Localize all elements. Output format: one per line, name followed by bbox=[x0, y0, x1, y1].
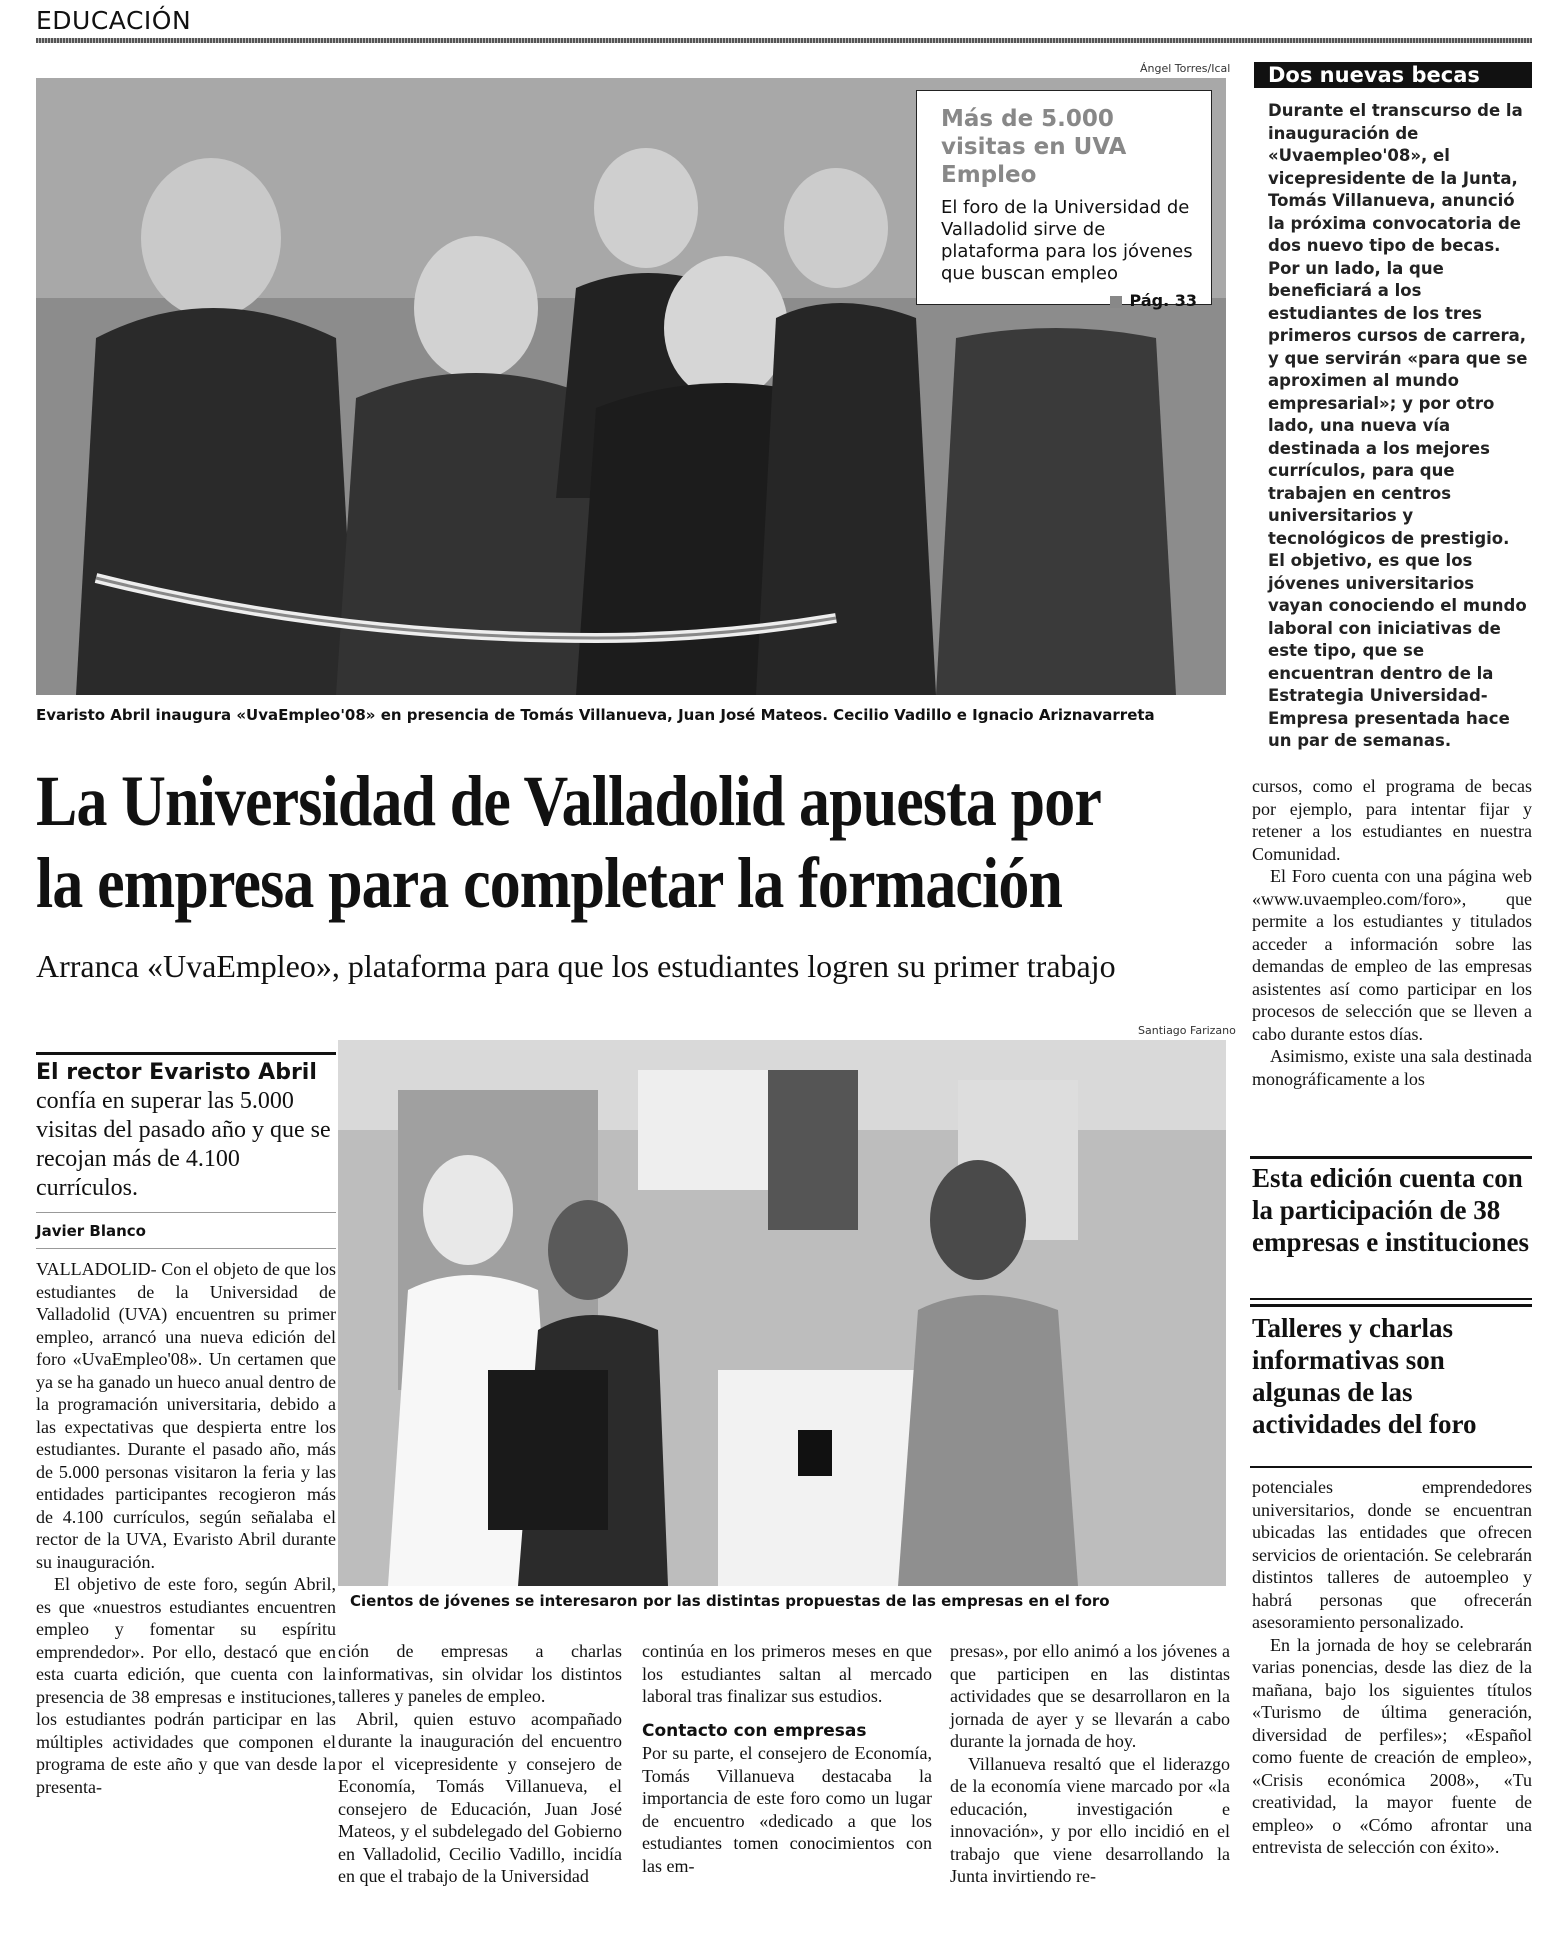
paragraph: Abril, quien estuvo acompañado durante la inauguración del encuentro por el vicepresidente y consejero de Economía, Tomás Villanueva, el consejero de Educación, Juan José Mateos, y el subdelegado del Gobierno en Valladolid, Cecilio Vadillo, incidía en que el trabajo de la Universidad bbox=[338, 1708, 622, 1886]
divider bbox=[1250, 1156, 1532, 1159]
divider bbox=[1250, 1466, 1532, 1468]
subheading: Contacto con empresas bbox=[642, 1720, 867, 1741]
paragraph: presas», por ello animó a los jóvenes a que participen en las distintas actividades que se desarrollaron en la jornada de ayer y se llevarán a cabo durante la jornada de hoy. bbox=[950, 1641, 1230, 1751]
inset-page-ref[interactable] bbox=[941, 291, 1197, 310]
byline: Javier Blanco bbox=[36, 1222, 146, 1240]
photo-credit: Ángel Torres/Ical bbox=[1140, 62, 1231, 75]
photo-caption: Evaristo Abril inaugura «UvaEmpleo'08» en presencia de Tomás Villanueva, Juan José Mateos. Cecilio Vadillo e Ignacio Ariznavarreta bbox=[36, 706, 1155, 724]
header-rule bbox=[36, 38, 1532, 43]
inset-box[interactable] bbox=[916, 90, 1212, 310]
square-icon bbox=[1110, 296, 1122, 308]
sidebar-title: Dos nuevas becas bbox=[1254, 62, 1532, 88]
paragraph: El Foro cuenta con una página web «www.uvaempleo.com/foro», que permite a los estudiantes y titulados acceder a información sobre las demandas de empleo de las empresas asistentes así como participar en los procesos de selección que se lleven a cabo durante estos días. bbox=[1252, 866, 1532, 1044]
body-column-2 bbox=[338, 1640, 622, 1888]
lead-text: confía en superar las 5.000 visitas del pasado año y que se recojan más de 4.100 currículos. bbox=[36, 1088, 331, 1201]
lead-summary bbox=[36, 1058, 336, 1203]
headline bbox=[36, 760, 1101, 924]
divider bbox=[36, 1248, 336, 1249]
subheadline: Arranca «UvaEmpleo», plataforma para que los estudiantes logren su primer trabajo bbox=[36, 948, 1116, 984]
paragraph: continúa en los primeros meses en que los estudiantes saltan al mercado laboral tras finalizar sus estudios. bbox=[642, 1641, 932, 1706]
inset-title: Más de 5.000 visitas en UVA Empleo bbox=[941, 106, 1127, 188]
sidebar-body: Durante el transcurso de la inauguración de «Uvaempleo'08», el vicepresidente de la Junta, Tomás Villanueva, anunció la próxima convocatoria de dos nuevo tipo de becas. Por un lado, la que beneficiará a los estudiantes de los tres primeros cursos de carrera, y que servirán «para que se aproximen al mundo empresarial»; y por otro lado, una nueva vía destinada a los mejores currículos, para que trabajen en centros universitarios y tecnológicos de prestigio. El objetivo, es que los jóvenes universitarios vayan conociendo el mundo laboral con iniciativas de este tipo, que se encuentran dentro de la Estrategia Universidad-Empresa presentada hace un par de semanas. bbox=[1268, 101, 1528, 750]
body-column-1 bbox=[36, 1258, 336, 1798]
paragraph: VALLADOLID- Con el objeto de que los estudiantes de la Universidad de Valladolid (UVA) encuentren su primer empleo, arrancó una nueva edición del foro «UvaEmpleo'08». Un certamen que ya se ha ganado un hueco anual dentro de la programación universitaria, debido a las expectativas que despierta entre los estudiantes. Durante el pasado año, más de 5.000 personas visitaron la feria y las entidades participantes recogieron más de 4.100 currículos, según señalaba el rector de la UVA, Evaristo Abril durante su inauguración. bbox=[36, 1259, 336, 1572]
photo-caption: Cientos de jóvenes se interesaron por las distintas propuestas de las empresas en el foro bbox=[350, 1592, 1110, 1610]
paragraph: cursos, como el programa de becas por ejemplo, para intentar fijar y retener a los estudiantes en nuestra Comunidad. bbox=[1252, 776, 1532, 864]
paragraph: Por su parte, el consejero de Economía, Tomás Villanueva destacaba la importancia de este foro como un lugar de encuentro «dedicado a que los estudiantes tomen conocimientos con las em- bbox=[642, 1743, 932, 1876]
forum-photo bbox=[338, 1040, 1226, 1586]
right-column-bottom bbox=[1252, 1476, 1532, 1859]
divider bbox=[1250, 1304, 1532, 1307]
section-label: EDUCACIÓN bbox=[36, 6, 192, 35]
paragraph: potenciales emprendedores universitarios, donde se encuentran ubicadas las entidades que ofrecen servicios de orientación. Se celebrarán distintos talleres de autoempleo y habrá personas que ofrecerán asesoramiento personalizado. bbox=[1252, 1477, 1532, 1632]
inset-body: El foro de la Universidad de Valladolid sirve de plataforma para los jóvenes que buscan empleo bbox=[941, 197, 1193, 284]
divider bbox=[36, 1052, 336, 1055]
paragraph: ción de empresas a charlas informativas, sin olvidar los distintos talleres y paneles de empleo. bbox=[338, 1641, 622, 1706]
right-column-top bbox=[1252, 775, 1532, 1090]
lead-bold: El rector Evaristo Abril bbox=[36, 1060, 317, 1085]
paragraph: En la jornada de hoy se celebrarán varias ponencias, desde las diez de la mañana, bajo los siguientes títulos «Turismo de última generación, diversidad de perfiles»; «Español como fuente de creación de empleo», «Crisis económica 2008», «Tu creatividad, la mayor fuente de empleo» o «Cómo afrontar una entrevista de selección con éxito». bbox=[1252, 1634, 1532, 1857]
paragraph: El objetivo de este foro, según Abril, es que «nuestros estudiantes encuentren empleo y fomentar su espíritu emprendedor». Por ello, destacó que en esta cuarta edición, que cuenta con la presencia de 38 empresas e instituciones, los estudiantes podrán participar en las múltiples actividades que componen el programa de este año y que van desde la presenta- bbox=[36, 1574, 336, 1797]
divider bbox=[1250, 1298, 1532, 1300]
inset-page-label: Pág. 33 bbox=[1129, 291, 1197, 310]
forum-photo-illustration bbox=[338, 1040, 1226, 1586]
photo-credit: Santiago Farizano bbox=[1138, 1024, 1236, 1037]
headline-line-1: La Universidad de Valladolid apuesta por bbox=[36, 761, 1101, 841]
body-column-4 bbox=[950, 1640, 1230, 1888]
pullquote-1: Esta edición cuenta con la participación de 38 empresas e instituciones bbox=[1252, 1163, 1529, 1257]
paragraph: Asimismo, existe una sala destinada monográficamente a los bbox=[1252, 1046, 1532, 1089]
body-column-3 bbox=[642, 1640, 932, 1877]
divider bbox=[36, 1212, 336, 1213]
paragraph: Villanueva resaltó que el liderazgo de la economía viene marcado por «la educación, investigación e innovación», y por ello incidió en el trabajo que viene desarrollando la Junta invirtiendo re- bbox=[950, 1753, 1230, 1886]
headline-line-2: la empresa para completar la formación bbox=[36, 843, 1063, 923]
pullquote-2: Talleres y charlas informativas son algunas de las actividades del foro bbox=[1252, 1313, 1477, 1439]
